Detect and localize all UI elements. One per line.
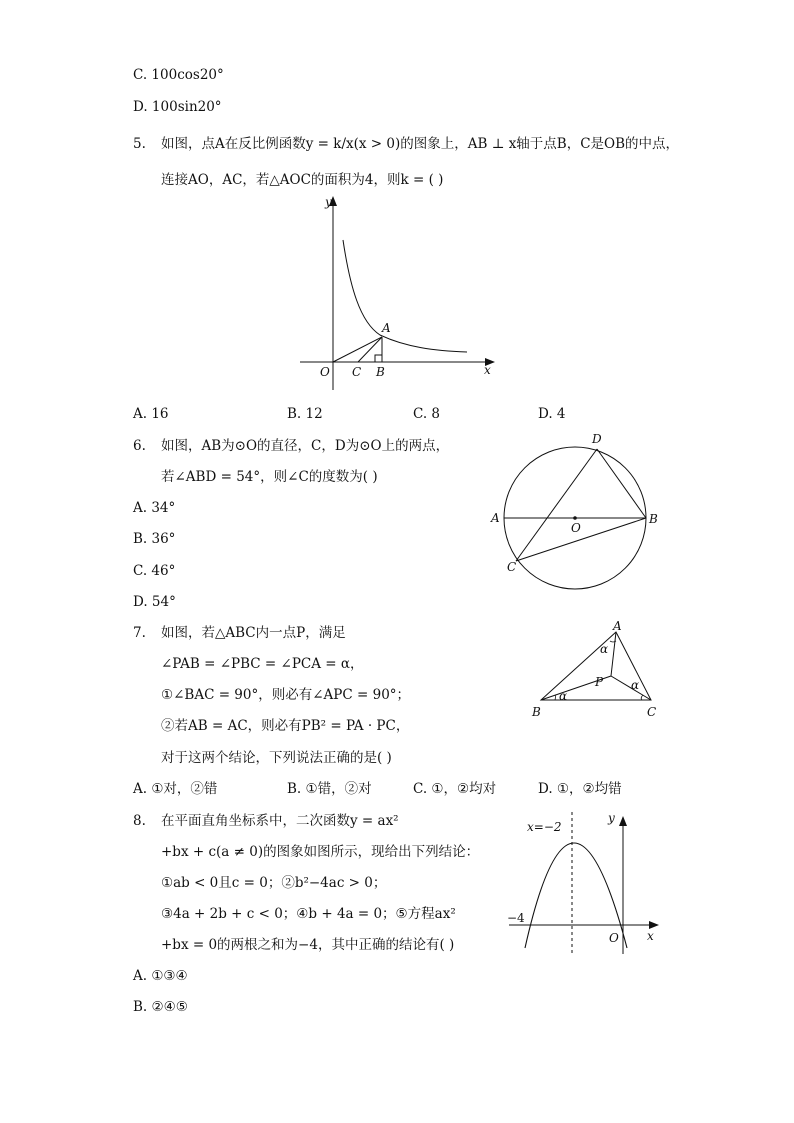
q8-label-axis: x=−2 (527, 820, 562, 834)
q7-label-alpha-b: α (559, 689, 568, 703)
q5-label-c: C (352, 365, 362, 379)
q8-figure (505, 808, 665, 958)
q8-label-x: x (647, 929, 654, 943)
q8-stem-line2: +bx + c(a ≠ 0)的图象如图所示，现给出下列结论： (161, 844, 480, 860)
q7-option-a: A. ①对，②错 (133, 781, 218, 797)
q6-option-d: D. 54° (133, 594, 176, 610)
q5-option-a: A. 16 (133, 406, 169, 422)
q6-number: 6. (133, 438, 146, 454)
q6-figure (484, 428, 664, 593)
q6-stem-line1: 如图，AB为⊙O的直径，C，D为⊙O上的两点， (161, 438, 450, 454)
q7-option-c: C. ①，②均对 (413, 781, 497, 797)
q7-figure (525, 618, 665, 720)
q8-number: 8. (133, 813, 146, 829)
q5-stem-line1: 如图，点A在反比例函数y = k/x(x > 0)的图象上，AB ⊥ x轴于点B，C是OB的中点， (161, 136, 680, 152)
q5-label-o: O (320, 365, 330, 379)
q8-label-neg4: −4 (507, 911, 525, 925)
q5-label-a: A (382, 321, 391, 335)
q6-label-c: C (507, 560, 517, 574)
q5-option-b: B. 12 (287, 406, 323, 422)
q7-label-c: C (647, 705, 657, 719)
q5-figure (295, 192, 500, 392)
q5-option-d: D. 4 (538, 406, 566, 422)
q8-label-o: O (609, 931, 619, 945)
q6-label-a: A (491, 511, 500, 525)
q5-number: 5. (133, 136, 146, 152)
q8-stem-line1: 在平面直角坐标系中，二次函数y = ax² (161, 813, 399, 829)
q7-label-p: P (595, 675, 604, 689)
q7-label-alpha-c: α (631, 678, 640, 692)
q8-stem-line3: ①ab < 0且c = 0；②b²−4ac > 0； (161, 875, 387, 891)
q7-option-b: B. ①错，②对 (287, 781, 372, 797)
q6-label-b: B (649, 512, 658, 526)
q5-label-b: B (376, 365, 385, 379)
q8-stem-line4: ③4a + 2b + c < 0；④b + 4a = 0；⑤方程ax² (161, 906, 456, 922)
q7-stem-line3: ①∠BAC = 90°，则必有∠APC = 90°； (161, 687, 411, 703)
q7-stem-line5: 对于这两个结论，下列说法正确的是( ) (161, 750, 392, 766)
q7-label-a: A (613, 619, 622, 633)
q5-label-x: x (484, 363, 491, 377)
q4-option-d: D. 100sin20° (133, 99, 222, 115)
q8-option-b: B. ②④⑤ (133, 999, 188, 1015)
q6-option-a: A. 34° (133, 500, 176, 516)
q8-option-a: A. ①③④ (133, 968, 188, 984)
q6-option-c: C. 46° (133, 563, 176, 579)
q6-label-o: O (571, 521, 581, 535)
q7-label-alpha-a: α (600, 642, 609, 656)
q6-label-d: D (592, 432, 602, 446)
q7-stem-line4: ②若AB = AC，则必有PB² = PA · PC， (161, 718, 410, 734)
q7-stem-line1: 如图，若△ABC内一点P，满足 (161, 625, 346, 641)
q7-option-d: D. ①，②均错 (538, 781, 622, 797)
q5-stem-line2: 连接AO，AC，若△AOC的面积为4，则k = ( ) (161, 172, 444, 188)
q7-label-b: B (532, 705, 541, 719)
q5-option-c: C. 8 (413, 406, 441, 422)
q8-label-y: y (608, 811, 615, 825)
q7-stem-line2: ∠PAB = ∠PBC = ∠PCA = α， (161, 656, 364, 672)
q4-option-c: C. 100cos20° (133, 67, 224, 83)
q6-option-b: B. 36° (133, 531, 176, 547)
q5-label-y: y (325, 195, 332, 209)
q7-number: 7. (133, 625, 146, 641)
q6-stem-line2: 若∠ABD = 54°，则∠C的度数为( ) (161, 469, 378, 485)
q8-stem-line5: +bx = 0的两根之和为−4，其中正确的结论有( ) (161, 937, 455, 953)
